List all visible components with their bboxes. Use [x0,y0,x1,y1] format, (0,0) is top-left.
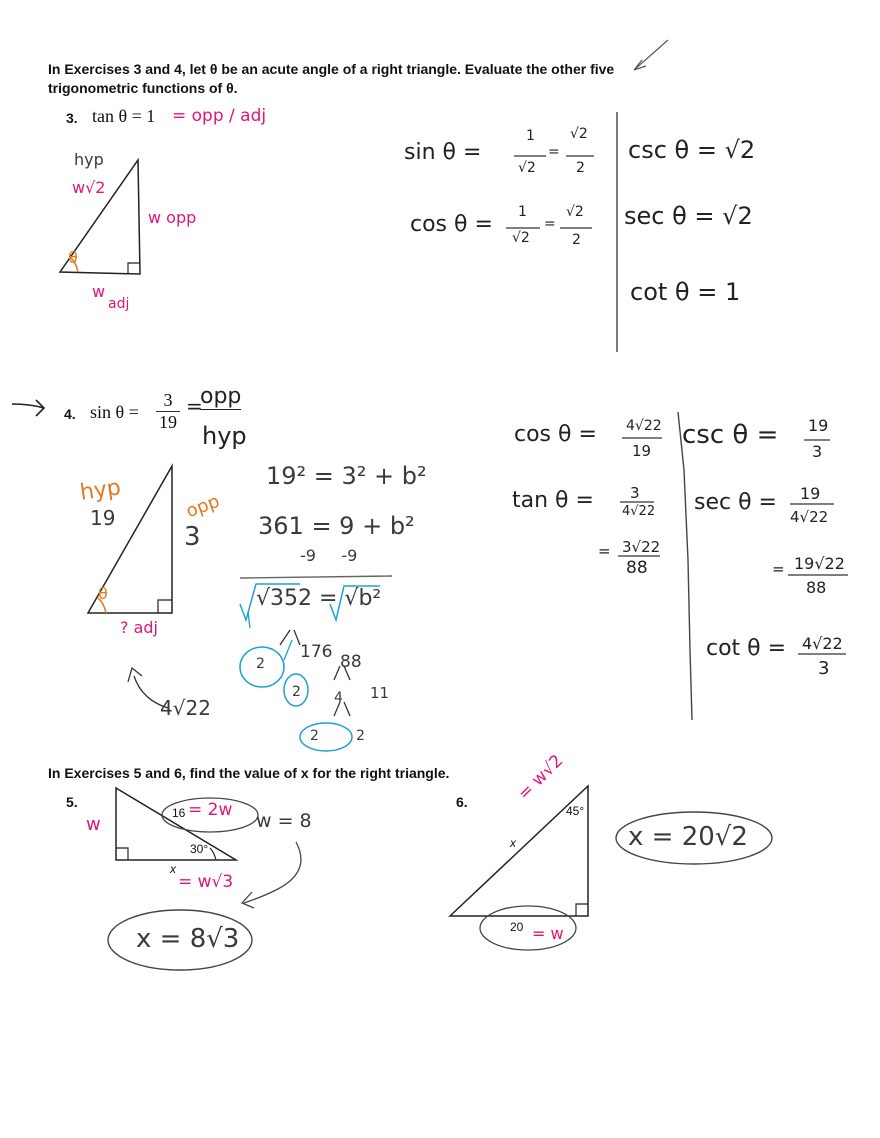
section1-heading-line1: In Exercises 3 and 4, let θ be an acute angle of a right triangle. Evaluate the other five [48,61,615,77]
ex4-note-n: opp [200,384,242,409]
ex4-sec-label: sec θ = [694,490,777,515]
ex3-sin-eq: = [548,144,560,160]
ex4-hyp-label: hyp [78,475,123,506]
ex4-two-b: 2 [292,684,301,700]
ex4-theta: θ [98,584,108,603]
ex4-cos-d: 19 [632,442,652,460]
ex4-factor1: 176 [300,642,333,662]
ex4-cot-n: 4√22 [802,634,843,653]
ex3-hyp-value: w√2 [72,178,106,197]
ex4-cos-label: cos θ = [514,422,597,447]
ex3-note: = opp / adj [172,106,267,126]
ex3-cos-d1: √2 [512,230,530,246]
ex4-factor2: 88 [340,652,362,672]
ex4-cot-d: 3 [818,658,830,679]
ex4-csc-n: 19 [808,416,829,435]
ex4-right-angle [158,600,172,613]
ex3-sin-n2: √2 [570,126,588,142]
ex3-cos-label: cos θ = [410,212,493,237]
ex3-cos-n1: 1 [518,204,527,220]
ex4-arrow-mark [12,400,44,416]
ex3-cos-eq: = [544,216,556,232]
ex4-sec-r-n: 19√22 [794,554,845,573]
section1-heading-line2: trigonometric functions of θ. [48,80,238,96]
ex3-sec: sec θ = √2 [624,202,753,230]
ex4-two-a: 2 [256,656,265,672]
section2-heading: In Exercises 5 and 6, find the value of x for the right triangle. [48,765,450,781]
ex3-cos-n2: √2 [566,204,584,220]
ex5-w-value: w = 8 [256,810,312,832]
ex5-answer: x = 8√3 [136,924,240,954]
ex4-number: 4. [64,406,76,422]
ex5-arrow [242,842,301,908]
ex4-adj-label: ? adj [120,618,158,637]
ex5-right-angle [116,848,128,860]
ex3-csc: csc θ = √2 [628,136,756,164]
ex5-angle-arc [210,848,216,860]
ex4-given-frac [156,390,180,433]
ex4-note-d: hyp [202,422,247,450]
ex4-given-label: sin θ = [90,402,139,422]
ex3-theta: θ [68,248,78,267]
ex4-circle-c [300,723,352,751]
ex4-tan-d: 4√22 [622,504,656,519]
ex3-sin-label: sin θ = [404,140,482,165]
ex4-csc-label: csc θ = [682,420,779,450]
ex6-x-note: = w√2 [514,750,568,805]
ex4-note-eq: = [186,394,203,418]
ex4-opp-value: 3 [184,522,201,552]
ex6-answer: x = 20√2 [628,822,748,852]
ex4-sec-n: 19 [800,484,821,503]
ex3-sin-d2: 2 [576,160,585,176]
ex3-sin-n1: 1 [526,128,535,144]
ex3-sin-d1: √2 [518,160,536,176]
ex4-cos-n: 4√22 [626,418,662,434]
ex6-x: x [510,836,516,850]
ex5-x-note: = w√3 [178,872,234,892]
ex4-work-line1: 19² = 3² + b² [266,462,427,490]
ex3-adj-label: adj [108,296,130,312]
ex4-work-underline [240,576,392,578]
ex4-tan-label: tan θ = [512,488,594,513]
ex4-sec-r-eq: = [772,560,785,578]
ex3-given: tan θ = 1 [92,106,156,126]
ex4-eleven: 11 [370,684,390,702]
ex4-sec-d: 4√22 [790,508,829,526]
ex4-given-n: 3 [156,390,180,412]
ex6-right-angle [576,904,588,916]
ex3-cot: cot θ = 1 [630,278,741,306]
ex5-side-16: 16 [172,806,186,820]
ex4-hyp-value: 19 [90,506,116,530]
ex4-opp-label: opp [183,490,223,523]
ex5-note-16: = 2w [188,800,233,820]
ex5-angle: 30° [190,842,209,856]
ex3-hyp-label: hyp [74,150,104,169]
ex3-opp-text: w opp [148,208,197,227]
ex4-two-c: 2 [310,728,319,744]
ex5-w-label: w [86,814,101,835]
ex4-two-d: 2 [356,728,365,744]
ex4-tan-n: 3 [630,484,640,502]
ex5-number: 5. [66,794,78,810]
ex6-number: 6. [456,794,468,810]
ex4-cot-label: cot θ = [706,636,787,661]
ex4-tan-r-eq: = [598,542,611,560]
ex3-number: 3. [66,110,78,126]
ex4-divider [678,412,692,720]
section1-heading [48,60,688,98]
ex4-tan-r-d: 88 [626,558,648,578]
ex4-sec-r-d: 88 [806,578,827,597]
ex5-x: x [170,862,176,876]
ex4-csc-d: 3 [812,442,823,461]
ex6-note-20: = w [532,924,564,943]
ex3-cos-d2: 2 [572,232,581,248]
ex6-side-20: 20 [510,920,524,934]
ex3-adj-w: w [92,282,106,301]
ex4-given-d: 19 [159,412,177,432]
ex3-opp-label [148,208,196,227]
ex3-right-angle [128,263,140,274]
ex4-b-value: 4√22 [160,696,211,720]
ex4-tan-r-n: 3√22 [622,538,661,556]
ex4-work-line4: √352 = √b² [256,586,382,611]
ex4-work-line2: 361 = 9 + b² [258,512,415,540]
ex6-angle: 45° [566,804,585,818]
ex4-work-line3: -9 -9 [300,546,358,565]
ex4-four: 4 [334,690,343,706]
